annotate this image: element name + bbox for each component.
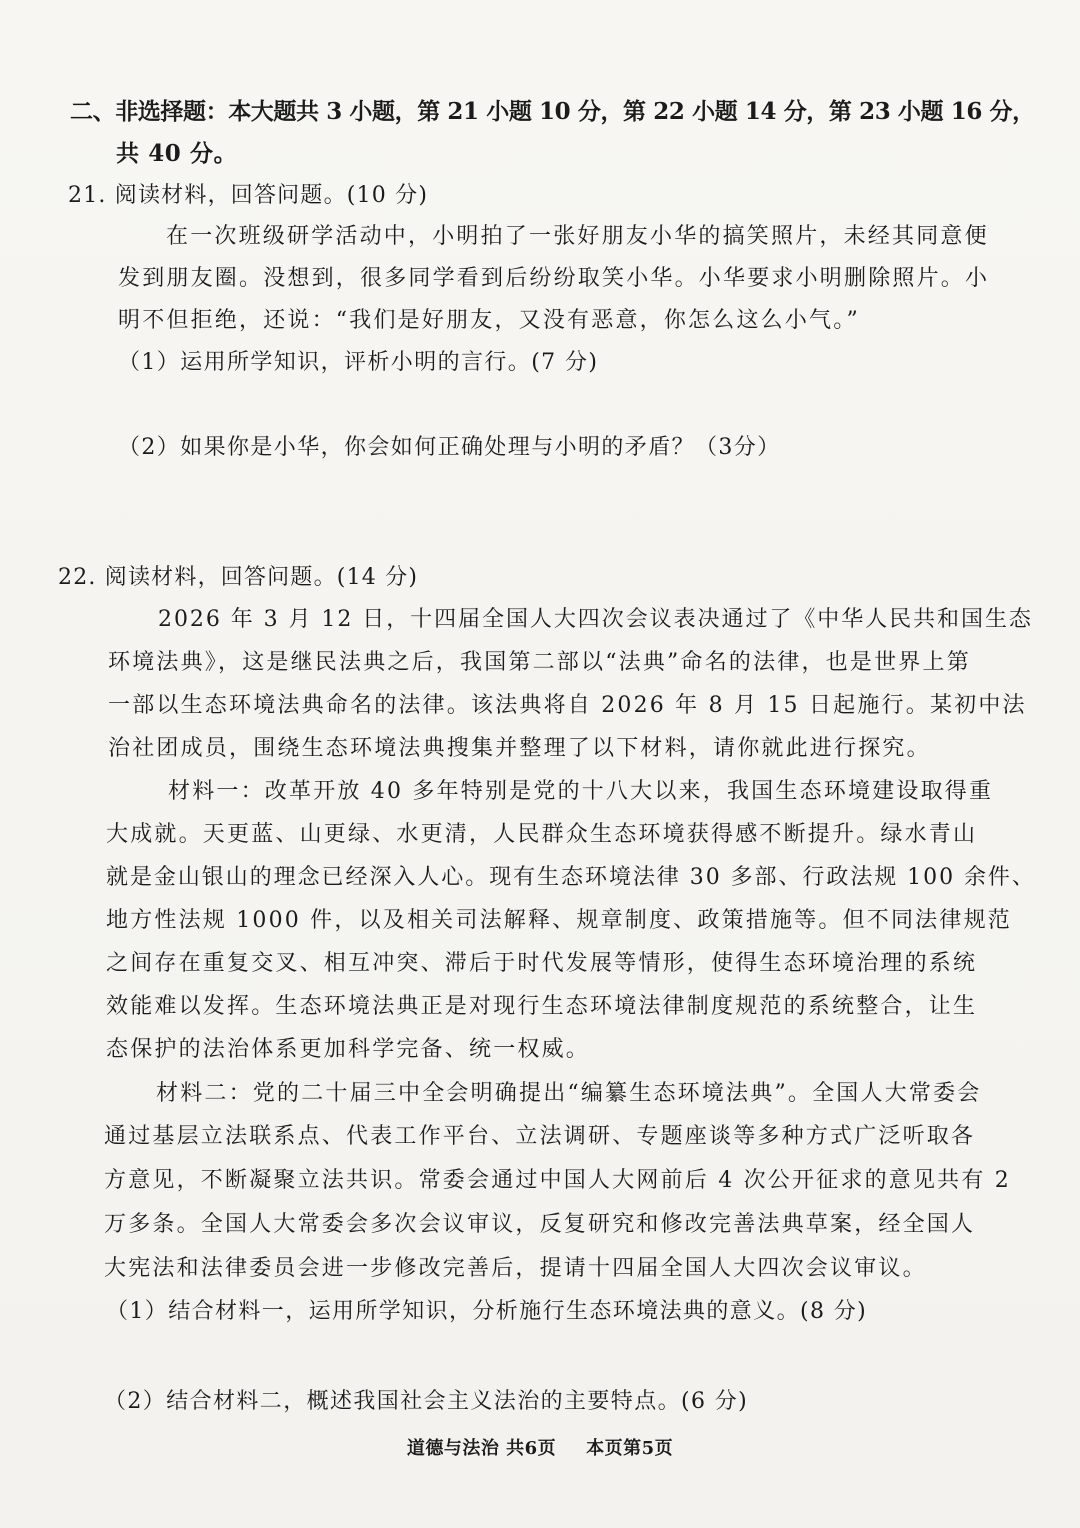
q21-sub-question-1: （1）运用所学知识，评析小明的言行。(7 分) (118, 350, 599, 375)
q22-intro-line: 2026 年 3 月 12 日，十四届全国人大四次会议表决通过了《中华人民共和国生态 (158, 607, 1033, 632)
q22-sub-question-1: （1）结合材料一，运用所学知识，分析施行生态环境法典的意义。(8 分) (106, 1299, 868, 1324)
q22-material2-line: 万多条。全国人大常委会多次会议审议，反复研究和修改完善法典草案，经全国人 (104, 1212, 976, 1237)
q22-material1-line: 就是金山银山的理念已经深入人心。现有生态环境法律 30 多部、行政法规 100 余件、 (106, 865, 1036, 890)
q21-material-line: 发到朋友圈。没想到，很多同学看到后纷纷取笑小华。小华要求小明删除照片。小 (118, 266, 990, 291)
q22-material1-line: 之间存在重复交叉、相互冲突、滞后于时代发展等情形，使得生态环境治理的系统 (106, 951, 978, 976)
q22-material1-line: 材料一：改革开放 40 多年特别是党的十八大以来，我国生态环境建设取得重 (168, 779, 994, 804)
section-title-line1: 二、非选择题：本大题共 3 小题，第 21 小题 10 分，第 22 小题 14 分，第 23 小题 16 分， (70, 98, 1035, 125)
q22-material1-line: 地方性法规 1000 件，以及相关司法解释、规章制度、政策措施等。但不同法律规范 (106, 908, 1012, 933)
q22-material1-line: 态保护的法治体系更加科学完备、统一权威。 (106, 1037, 591, 1062)
q22-intro-line: 环境法典》，这是继民法典之后，我国第二部以“法典”命名的法律，也是世界上第 (108, 650, 971, 675)
q22-material2-line: 方意见，不断凝聚立法共识。常委会通过中国人大网前后 4 次公开征求的意见共有 2 (104, 1168, 1011, 1193)
q22-material2-line: 大宪法和法律委员会进一步修改完善后，提请十四届全国人大四次会议审议。 (104, 1256, 927, 1281)
q21-material-line: 在一次班级研学活动中，小明拍了一张好朋友小华的搞笑照片，未经其同意便 (166, 224, 989, 249)
q22-sub-question-2: （2）结合材料二，概述我国社会主义法治的主要特点。(6 分) (104, 1389, 749, 1414)
q22-material2-line: 材料二：党的二十届三中全会明确提出“编纂生态环境法典”。全国人大常委会 (156, 1081, 982, 1106)
question-21-heading: 21. 阅读材料，回答问题。(10 分) (68, 183, 429, 208)
q22-intro-line: 治社团成员，围绕生态环境法典搜集并整理了以下材料，请你就此进行探究。 (108, 736, 931, 761)
q22-material1-line: 大成就。天更蓝、山更绿、水更清，人民群众生态环境获得感不断提升。绿水青山 (106, 822, 978, 847)
question-22-heading: 22. 阅读材料，回答问题。(14 分) (58, 565, 419, 590)
q22-intro-line: 一部以生态环境法典命名的法律。该法典将自 2026 年 8 月 15 日起施行。某初中法 (108, 693, 1027, 718)
footer-page-number: 本页第5页 (586, 1438, 674, 1459)
q21-material-line: 明不但拒绝，还说：“我们是好朋友，又没有恶意，你怎么这么小气。” (118, 308, 860, 333)
footer-subject-pages: 道德与法治 共6页 (406, 1438, 557, 1459)
section-title-line2: 共 40 分。 (116, 140, 238, 167)
q22-material1-line: 效能难以发挥。生态环境法典正是对现行生态环境法律制度规范的系统整合，让生 (106, 994, 978, 1019)
page-footer (0, 1434, 1080, 1460)
q22-material2-line: 通过基层立法联系点、代表工作平台、立法调研、专题座谈等多种方式广泛听取各 (104, 1124, 976, 1149)
q21-sub-question-2: （2）如果你是小华，你会如何正确处理与小明的矛盾？（3分） (118, 435, 781, 460)
